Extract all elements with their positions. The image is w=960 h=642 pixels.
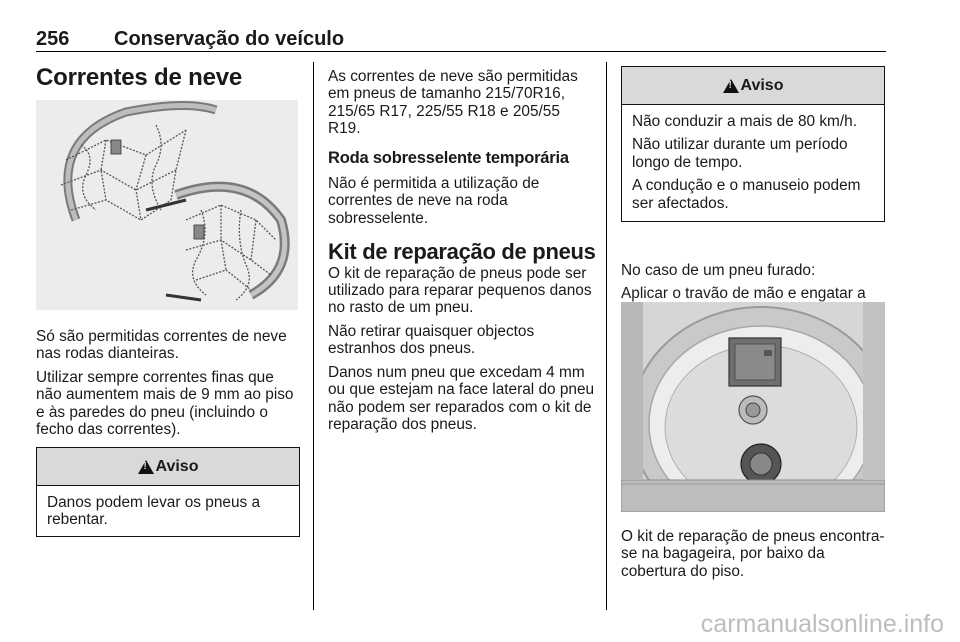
repair-kit-figure: [621, 302, 885, 512]
warning-triangle-icon: [723, 79, 739, 93]
warning-label: Aviso: [740, 76, 784, 94]
snow-chains-figure: [36, 100, 298, 310]
warning-line: Não utilizar durante um período longo de tempo.: [632, 136, 848, 171]
warning-line: A condução e o manuseio podem ser afectados.: [632, 177, 861, 212]
column-3-text-bottom: [621, 528, 887, 586]
running-title: Conservação do veículo: [114, 28, 345, 50]
paragraph: Não é permitida a utilização de correntes de neve na roda sobresselente.: [328, 175, 540, 227]
paragraph: O kit de reparação de pneus pode ser utilizado para reparar pequenos danos no rasto de um pneu.: [328, 264, 592, 317]
column-1-text: [36, 328, 302, 444]
warning-label: Aviso: [155, 457, 199, 475]
warning-body: [37, 486, 299, 529]
warning-header: [622, 67, 884, 105]
snow-chains-illustration: [36, 100, 298, 310]
paragraph: Utilizar sempre correntes finas que não aumentem mais de 9 mm ao piso e às paredes do pneu (incluindo o fecho das correntes).: [36, 368, 294, 439]
subsection-title: Roda sobresselente temporária: [328, 148, 569, 167]
column-divider-2: [606, 62, 607, 610]
paragraph: Danos num pneu que excedam 4 mm ou que estejam na face lateral do pneu não podem ser reparados com o kit de reparação dos pneus.: [328, 363, 595, 433]
watermark: carmanualsonline.info: [700, 610, 944, 638]
warning-body: [622, 105, 884, 212]
column-divider-1: [313, 62, 314, 610]
repair-kit-illustration: [621, 302, 885, 512]
paragraph: O kit de reparação de pneus encontra-se na bagageira, por baixo da cobertura do piso.: [621, 528, 885, 580]
warning-text: Danos podem levar os pneus a rebentar.: [47, 494, 261, 529]
paragraph: No caso de um pneu furado:: [621, 262, 816, 279]
warning-line: Não conduzir a mais de 80 km/h.: [632, 113, 857, 130]
page-header: [36, 24, 886, 52]
warning-triangle-icon: [138, 460, 154, 474]
warning-box: [36, 447, 300, 537]
paragraph: As correntes de neve são permitidas em pneus de tamanho 215/70R16, 215/65 R17, 225/55 R18 e 205/55 R19.: [328, 68, 578, 138]
section-title-repair-kit: Kit de reparação de pneus: [328, 239, 596, 265]
column-2-text: [328, 68, 596, 439]
section-title-snow-chains: Correntes de neve: [36, 64, 243, 91]
warning-header: [37, 448, 299, 486]
warning-box: [621, 66, 885, 222]
paragraph: Só são permitidas correntes de neve nas rodas dianteiras.: [36, 328, 287, 363]
page-number: 256: [36, 28, 70, 50]
header-rule: [36, 51, 886, 52]
paragraph: Não retirar quaisquer objectos estranhos dos pneus.: [328, 322, 535, 358]
paragraph: Aplicar o travão de mão e engatar a: [621, 285, 887, 320]
